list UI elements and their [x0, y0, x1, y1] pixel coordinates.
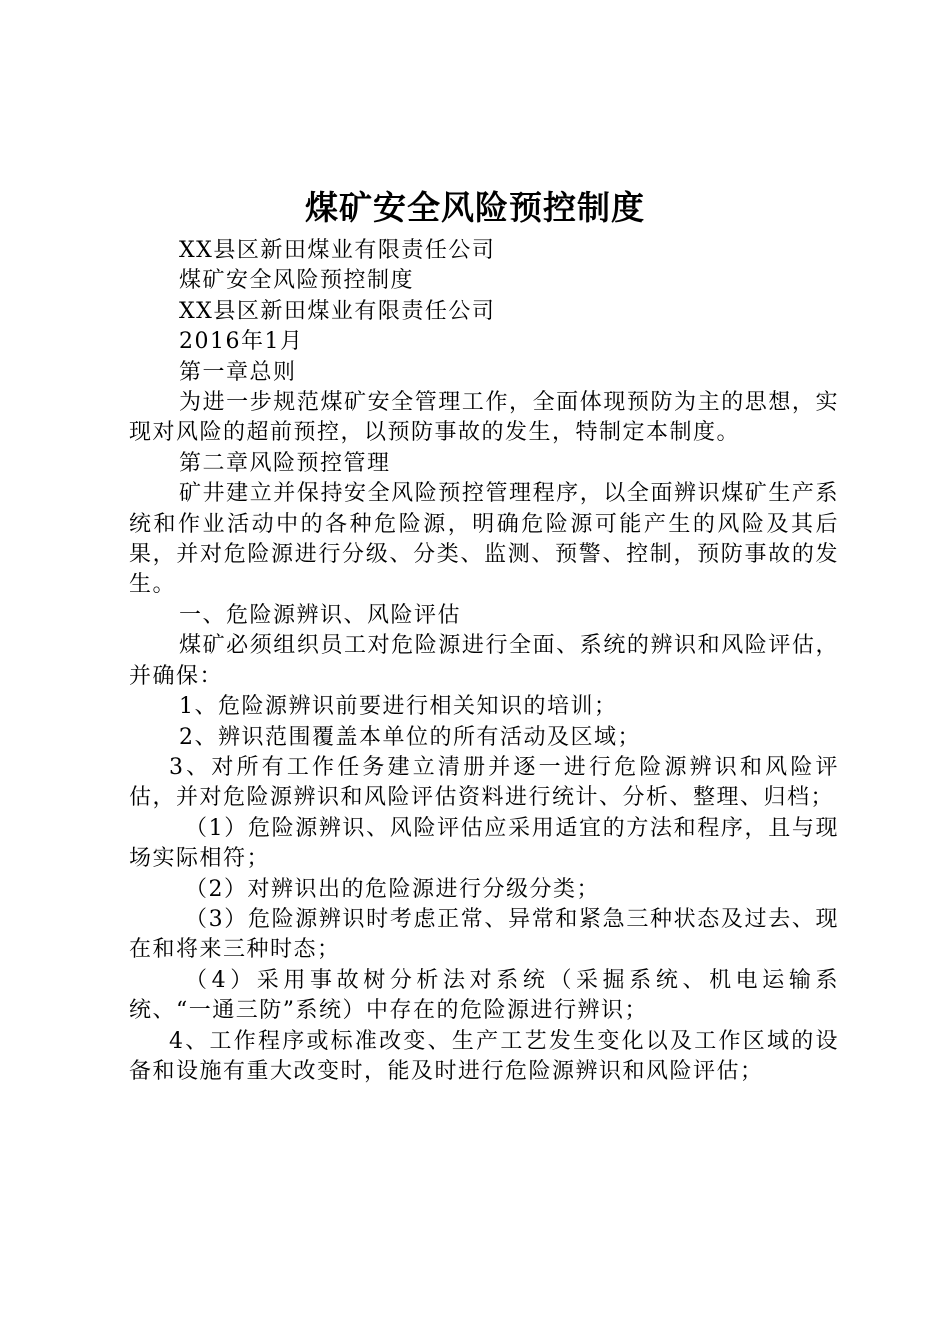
- section-heading: 一、危险源辨识、风险评估: [179, 602, 462, 628]
- list-item: 2、辨识范围覆盖本单位的所有活动及区域；: [179, 724, 641, 750]
- body-paragraph: 为进一步规范煤矿安全管理工作，全面体现预防为主的思想，实现对风险的超前预控，以预防事故的发生，特制定本制度。: [129, 390, 839, 446]
- list-item: 1、危险源辨识前要进行相关知识的培训；: [179, 694, 618, 720]
- chapter-heading-1: 第一章总则: [179, 359, 297, 385]
- body-paragraph: 矿井建立并保持安全风险预控管理程序，以全面辨识煤矿生产系统和作业活动中的各种危险源，明确危险源可能产生的风险及其后果，并对危险源进行分级、分类、监测、预警、控制，预防事故的发生。: [129, 481, 839, 598]
- sub-list-item: （1）危险源辨识、风险评估应采用适宜的方法和程序，且与现场实际相符；: [129, 815, 839, 872]
- list-item: 4、工作程序或标准改变、生产工艺发生变化以及工作区域的设备和设施有重大改变时，能及时进行危险源辨识和风险评估；: [129, 1028, 839, 1084]
- company-name-repeat: XX县区新田煤业有限责任公司: [179, 298, 496, 324]
- document-date: 2016年1月: [179, 329, 304, 355]
- sub-list-item: （2）对辨识出的危险源进行分级分类；: [185, 876, 600, 902]
- sub-list-item: （3）危险源辨识时考虑正常、异常和紧急三种状态及过去、现在和将来三种时态；: [129, 906, 839, 963]
- document-title: 煤矿安全风险预控制度: [305, 188, 645, 227]
- body-paragraph: 煤矿必须组织员工对危险源进行全面、系统的辨识和风险评估，并确保：: [129, 633, 839, 689]
- company-name: XX县区新田煤业有限责任公司: [179, 238, 496, 263]
- sub-list-item: （4）采用事故树分析法对系统（采掘系统、机电运输系统、“一通三防”系统）中存在的危险源进行辨识；: [129, 967, 839, 1024]
- list-item: 3、对所有工作任务建立清册并逐一进行危险源辨识和风险评估，并对危险源辨识和风险评估资料进行统计、分析、整理、归档；: [129, 754, 839, 811]
- subtitle: 煤矿安全风险预控制度: [179, 268, 415, 294]
- chapter-heading-2: 第二章风险预控管理: [179, 450, 391, 476]
- document-body: [129, 236, 839, 1087]
